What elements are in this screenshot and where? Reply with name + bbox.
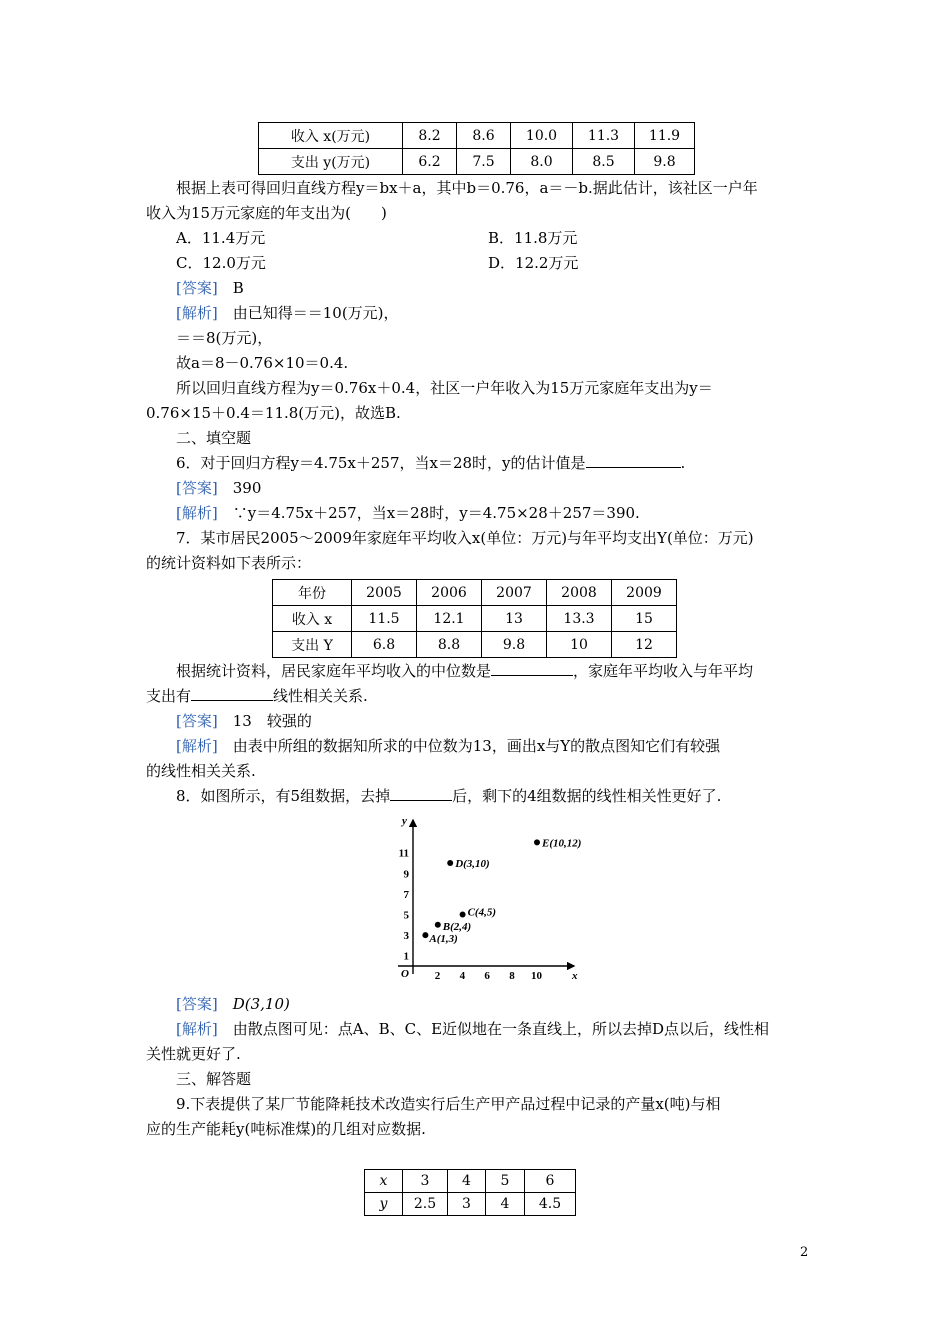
- production-table: [364, 1169, 576, 1216]
- option-d: D．12.2万元: [488, 254, 579, 272]
- point-label: A(1,3): [429, 933, 458, 946]
- analysis-tag: [解析]: [176, 1020, 218, 1038]
- table-cell: 6.2: [403, 149, 457, 175]
- y-tick-label: 9: [403, 868, 409, 881]
- y-tick-label: 3: [403, 930, 409, 943]
- x-tick-label: 4: [459, 970, 466, 980]
- data-point: [447, 860, 453, 866]
- analysis-tag: [解析]: [176, 304, 218, 322]
- q7-answer: [答案] 13 较强的: [176, 712, 312, 730]
- answer-tag: [答案]: [176, 479, 218, 497]
- data-point: [534, 839, 540, 845]
- table-row: x 3 4 5 6: [365, 1170, 576, 1193]
- point-label: C(4,5): [467, 906, 497, 919]
- table-row: [259, 123, 695, 149]
- q6-text: 6．对于回归方程y＝4.75x＋257，当x＝28时，y的估计值是 .: [176, 454, 686, 472]
- q7-text-3: 根据统计资料，居民家庭年平均收入的中位数是 ，家庭年平均收入与年平均: [176, 662, 754, 680]
- q7-analysis-2: 的线性相关关系.: [146, 762, 256, 780]
- q9-text-1: 9.下表提供了某厂节能降耗技术改造实行后生产甲产品过程中记录的产量x(吨)与相: [176, 1095, 721, 1113]
- analysis-text: 由已知得＝＝10(万元)，: [232, 304, 399, 322]
- table-cell: 11.3: [573, 123, 635, 149]
- income-expense-table: [258, 122, 695, 175]
- q5-analysis-5: 0.76×15＋0.4＝11.8(万元)，故选B.: [146, 404, 401, 422]
- answer-tag: [答案]: [176, 712, 218, 730]
- q8-text: 8．如图所示，有5组数据，去掉 后，剩下的4组数据的线性相关性更好了.: [176, 787, 722, 805]
- table-cell: 8.6: [457, 123, 511, 149]
- answer-blank: [390, 786, 452, 801]
- q5-text-2: 收入为15万元家庭的年支出为( ): [146, 204, 387, 222]
- q9-text-2: 应的生产能耗y(吨标准煤)的几组对应数据.: [146, 1120, 426, 1138]
- table-cell: 10.0: [511, 123, 573, 149]
- y-tick-label: 1: [403, 950, 409, 963]
- y-tick-label: 5: [403, 909, 409, 922]
- table-cell: 8.2: [403, 123, 457, 149]
- table-cell: 支出 y(万元): [259, 149, 403, 175]
- table-row: 年份 2005 2006 2007 2008 2009: [273, 580, 677, 606]
- point-label: E(10,12): [542, 837, 582, 850]
- x-tick-label: 10: [531, 970, 542, 980]
- analysis-tag: [解析]: [176, 504, 218, 522]
- table-row: y 2.5 3 4 4.5: [365, 1193, 576, 1216]
- q5-analysis-2: ＝＝8(万元)，: [176, 329, 273, 347]
- q6-analysis: [解析] ∵y＝4.75x＋257，当x＝28时，y＝4.75×28＋257＝390.: [176, 504, 640, 522]
- q7-text-2: 的统计资料如下表所示：: [146, 554, 312, 572]
- q5-analysis: [176, 303, 399, 323]
- section-title-fill: 二、填空题: [176, 429, 252, 447]
- data-point: [435, 922, 441, 928]
- point-label: D(3,10): [455, 858, 490, 870]
- y-axis-label: y: [402, 815, 407, 827]
- data-point: [460, 912, 466, 918]
- answer-blank: [586, 453, 681, 468]
- scatter-plot: [388, 814, 588, 980]
- q7-text-1: 7．某市居民2005～2009年家庭年平均收入x(单位：万元)与年平均支出Y(单位：万元): [176, 529, 754, 547]
- answer-tag: [答案]: [176, 995, 218, 1013]
- y-tick-label: 7: [403, 888, 409, 901]
- answer-blank: [191, 686, 273, 701]
- section-title-solve: 三、解答题: [176, 1070, 252, 1088]
- q5-analysis-3: 故a＝8－0.76×10＝0.4.: [176, 354, 349, 372]
- q8-analysis: [解析] 由散点图可见：点A、B、C、E近似地在一条直线上，所以去掉D点以后，线性相: [176, 1020, 770, 1038]
- yearly-stats-table: [272, 579, 677, 658]
- page-number: 2: [800, 1245, 809, 1260]
- answer-text: B: [232, 279, 244, 297]
- origin-label: O: [401, 968, 409, 980]
- table-cell: 11.9: [635, 123, 695, 149]
- y-tick-label: 11: [398, 847, 409, 860]
- x-axis-label: x: [572, 970, 578, 980]
- table-cell: 9.8: [635, 149, 695, 175]
- option-b: B．11.8万元: [488, 229, 578, 247]
- q5-analysis-4: 所以回归直线方程为y＝0.76x＋0.4，社区一户年收入为15万元家庭年支出为y＝: [176, 379, 713, 397]
- q8-analysis-2: 关性就更好了.: [146, 1045, 241, 1063]
- q7-text-4: 支出有 线性相关关系.: [146, 687, 368, 705]
- table-cell: 8.5: [573, 149, 635, 175]
- answer-blank: [491, 661, 573, 676]
- q5-answer: [176, 278, 244, 298]
- analysis-tag: [解析]: [176, 737, 218, 755]
- option-a: A．11.4万元: [176, 229, 266, 247]
- table-row: 收入 x 11.5 12.1 13 13.3 15: [273, 606, 677, 632]
- table-cell: 收入 x(万元): [259, 123, 403, 149]
- x-tick-label: 8: [509, 970, 515, 980]
- point-label: B(2,4): [442, 920, 472, 933]
- x-tick-label: 6: [484, 970, 490, 980]
- table-row: 支出 Y 6.8 8.8 9.8 10 12: [273, 632, 677, 658]
- option-c: C．12.0万元: [176, 254, 266, 272]
- q8-answer: [答案] D(3,10): [176, 995, 290, 1013]
- table-row: [259, 149, 695, 175]
- answer-tag: [答案]: [176, 279, 218, 297]
- q5-text-1: 根据上表可得回归直线方程y＝bx＋a，其中b＝0.76，a＝－b.据此估计，该社区一户年: [176, 179, 758, 197]
- data-point: [422, 932, 428, 938]
- q7-analysis: [解析] 由表中所组的数据知所求的中位数为13，画出x与Y的散点图知它们有较强: [176, 737, 721, 755]
- table-cell: 8.0: [511, 149, 573, 175]
- table-cell: 7.5: [457, 149, 511, 175]
- q6-answer: [答案] 390: [176, 479, 262, 497]
- x-tick-label: 2: [434, 970, 441, 980]
